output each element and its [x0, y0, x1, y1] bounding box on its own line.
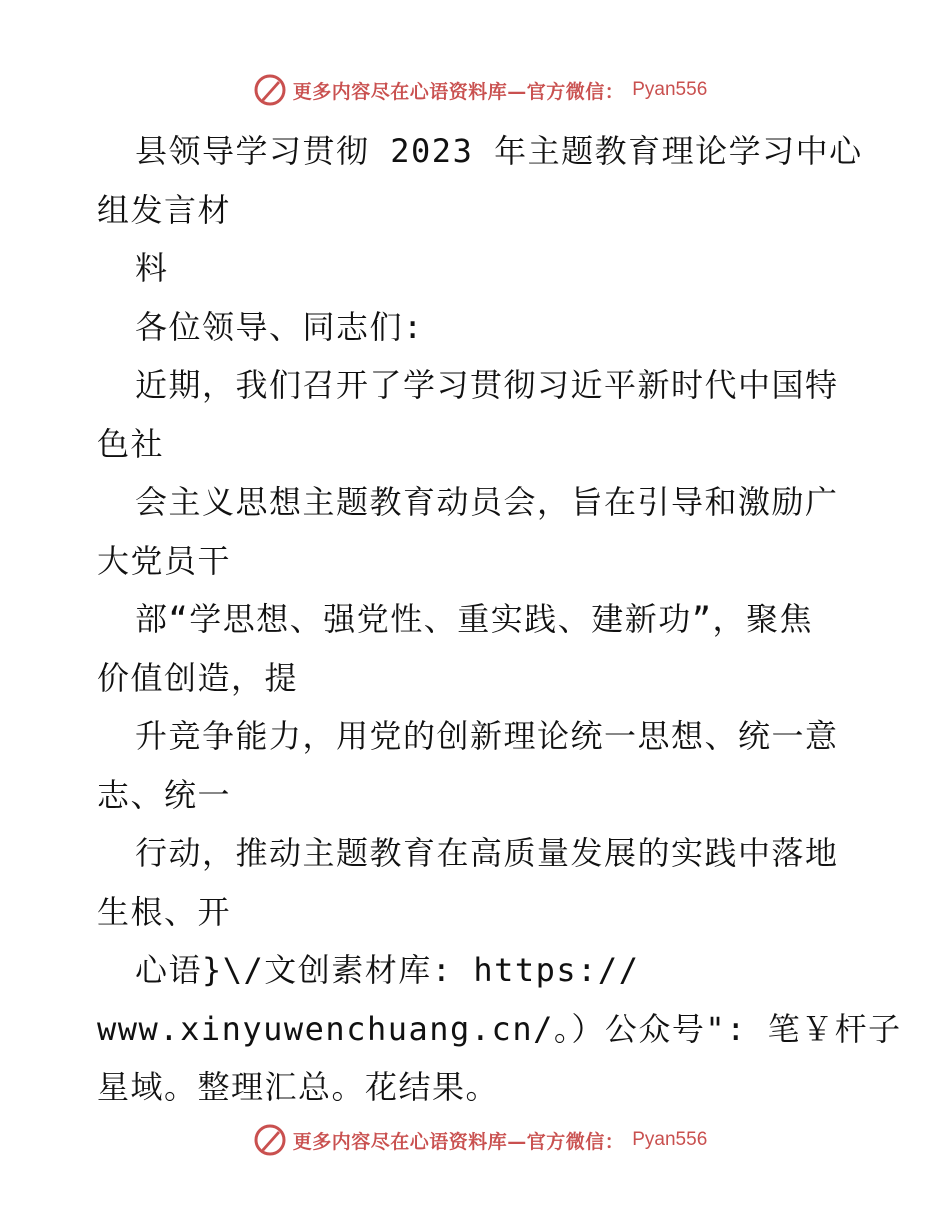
paragraph-line: 星域。整理汇总。花结果。 [97, 1068, 500, 1106]
quill-pen-logo-icon [253, 73, 287, 107]
header-watermark-content [253, 73, 708, 107]
quill-pen-logo-icon [253, 1123, 287, 1157]
paragraph-line: 部“学思想、强党性、重实践、建新功”，聚焦 [135, 600, 814, 638]
paragraph-line: 价值创造，提 [97, 658, 299, 697]
paragraph-line: 心语}\/文创素材库: https:// [135, 951, 640, 989]
paragraph-line: 行动，推动主题教育在高质量发展的实践中落地 [135, 834, 839, 872]
document-title-line-1: 县领导学习贯彻 2023 年主题教育理论学习中心 [135, 132, 863, 170]
footer-watermark-text: 更多内容尽在心语资料库—官方微信： [292, 1130, 625, 1153]
header-watermark-handle: Pyan556 [632, 79, 708, 100]
footer-watermark-handle: Pyan556 [632, 1129, 708, 1150]
salutation-line: 各位领导、同志们: [135, 307, 424, 346]
paragraph-line: 志、统一 [97, 775, 232, 814]
paragraph-line: 生根、开 [97, 892, 232, 931]
paragraph-line: www.xinyuwenchuang.cn/。）公众号": 笔￥杆子 [97, 1009, 902, 1048]
header-watermark-text: 更多内容尽在心语资料库—官方微信： [292, 80, 625, 103]
footer-watermark-banner [0, 1120, 950, 1160]
paragraph-line: 会主义思想主题教育动员会，旨在引导和激励广 [135, 483, 839, 521]
footer-watermark-content [253, 1123, 708, 1157]
document-body [97, 122, 902, 1117]
document-title-line-2: 组发言材 [97, 190, 232, 229]
paragraph-line: 升竞争能力，用党的创新理论统一思想、统一意 [135, 717, 839, 755]
paragraph-line: 大党员干 [97, 541, 232, 580]
document-title-line-3: 料 [135, 249, 169, 287]
paragraph-line: 色社 [97, 424, 165, 463]
header-watermark-banner [0, 70, 950, 110]
paragraph-line: 近期，我们召开了学习贯彻习近平新时代中国特 [135, 366, 839, 404]
